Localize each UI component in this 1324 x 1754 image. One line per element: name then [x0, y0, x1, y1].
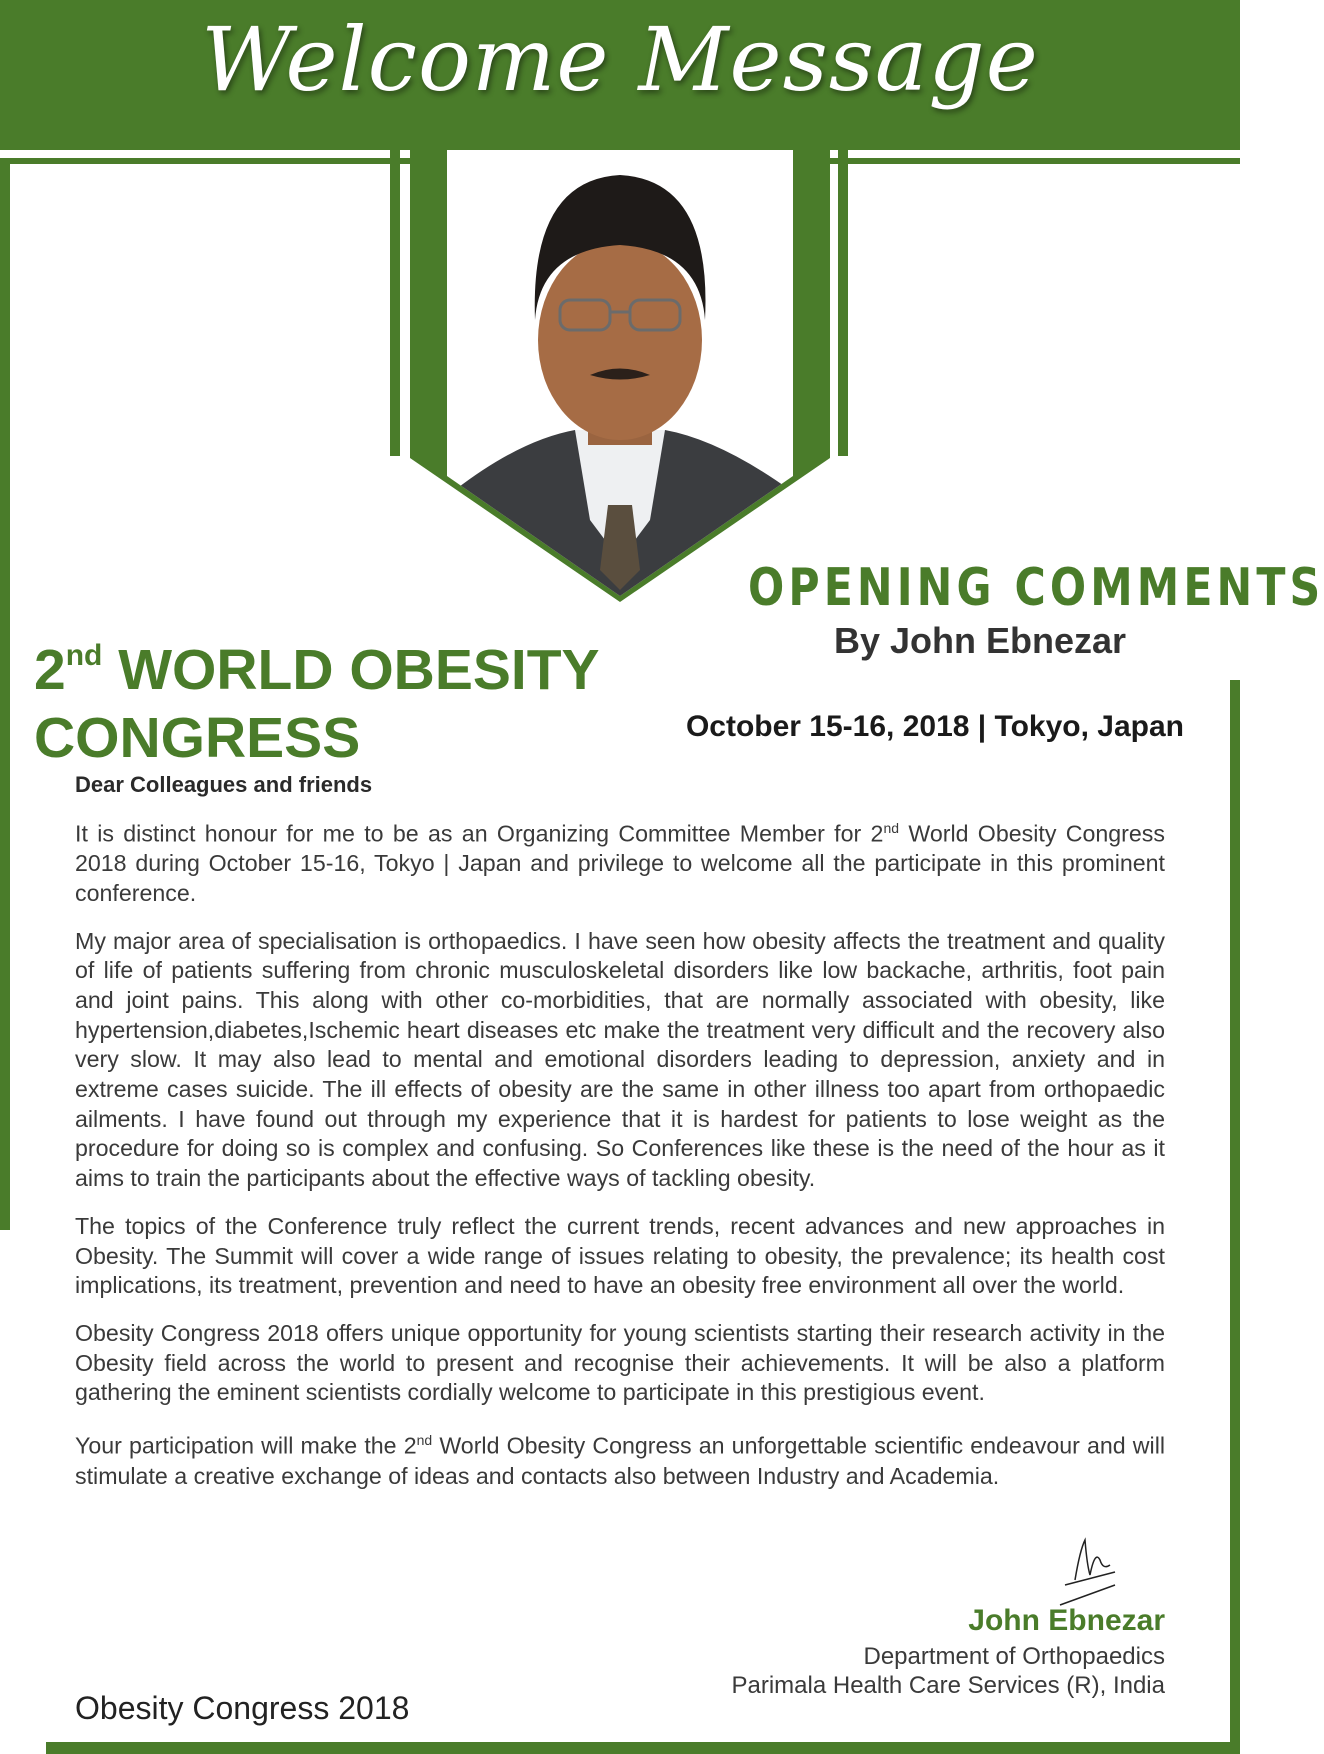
event-date-place: October 15-16, 2018 | Tokyo, Japan — [685, 710, 1184, 743]
byline: By John Ebnezar — [833, 620, 1127, 661]
letter-paragraph — [75, 814, 1165, 909]
letter-paragraph: The topics of the Conference truly reflect the current trends, recent advances and new approaches in Obesity. The Summit will cover a wide range of issues relating to obesity, the prevalence; its health cost implications, its treatment, prevention and need to have an obesity free environment all over the world. — [75, 1212, 1165, 1299]
letter-paragraph: My major area of specialisation is orthopaedics. I have seen how obesity affects the treatment and quality of life of patients suffering from chronic musculoskeletal disorders like low backache, arthritis, foot pain and joint pains. This along with other co-morbidities, that are normally associated with obesity, like hypertension,diabetes,Ischemic heart diseases etc make the treatment very difficult and the recovery also very slow. It may also lead to mental and emotional disorders leading to depression, anxiety and in extreme cases suicide. The ill effects of obesity are the same in other illness too apart from orthopaedic ailments. I have found out through my experience that it is hardest for patients to lose weight as the procedure for doing so is complex and confusing. So Conferences like these is the need of the hour as it aims to train the participants about the effective ways of tackling obesity. — [75, 927, 1165, 1192]
congress-ordinal-suffix: nd — [65, 639, 103, 672]
portrait-photo — [447, 150, 793, 610]
bottom-frame-bar — [46, 1742, 1240, 1754]
paragraph-text: World Obesity Congress 2018 during October 15-16, Tokyo | Japan and privilege to welcome all the participate in this prominent conference. — [75, 820, 1165, 906]
right-frame-bar — [1230, 680, 1240, 1754]
frame-post-right — [838, 150, 848, 456]
salutation: Dear Colleagues and friends — [75, 772, 373, 797]
paragraph-text: Your participation will make the 2 — [75, 1432, 417, 1459]
portrait-frame — [0, 0, 1324, 620]
signer-organization: Parimala Health Care Services (R), India — [731, 1672, 1165, 1699]
signer-name: John Ebnezar — [968, 1604, 1165, 1637]
congress-title-line2: CONGRESS — [34, 706, 361, 770]
letter-body — [75, 770, 1165, 1509]
congress-ordinal: 2 — [34, 638, 66, 702]
opening-comments-heading: OPENING COMMENTS — [748, 558, 1324, 618]
paragraph-text: It is distinct honour for me to be as an Organizing Committee Member for 2 — [75, 820, 884, 847]
ordinal-suffix: nd — [416, 1432, 433, 1449]
ordinal-suffix: nd — [883, 819, 900, 836]
handwritten-signature — [1055, 1530, 1135, 1610]
paragraph-text: World Obesity Congress an unforgettable scientific endeavour and will stimulate a creative exchange of ideas and contacts also between Industry and Academia. — [75, 1432, 1166, 1489]
congress-title — [34, 622, 634, 772]
letter-paragraph: Obesity Congress 2018 offers unique opportunity for young scientists starting their research activity in the Obesity field across the world to present and recognise their achievements. It will be also a platform gathering the eminent scientists cordially welcome to participate in this prestigious event. — [75, 1319, 1165, 1406]
congress-title-line1: WORLD OBESITY — [118, 638, 600, 702]
letter-paragraph — [75, 1426, 1165, 1491]
page-title: Welcome Message — [201, 8, 1039, 111]
signer-department: Department of Orthopaedics — [863, 1643, 1165, 1670]
footer-label: Obesity Congress 2018 — [75, 1690, 410, 1726]
frame-post-left — [390, 150, 400, 456]
